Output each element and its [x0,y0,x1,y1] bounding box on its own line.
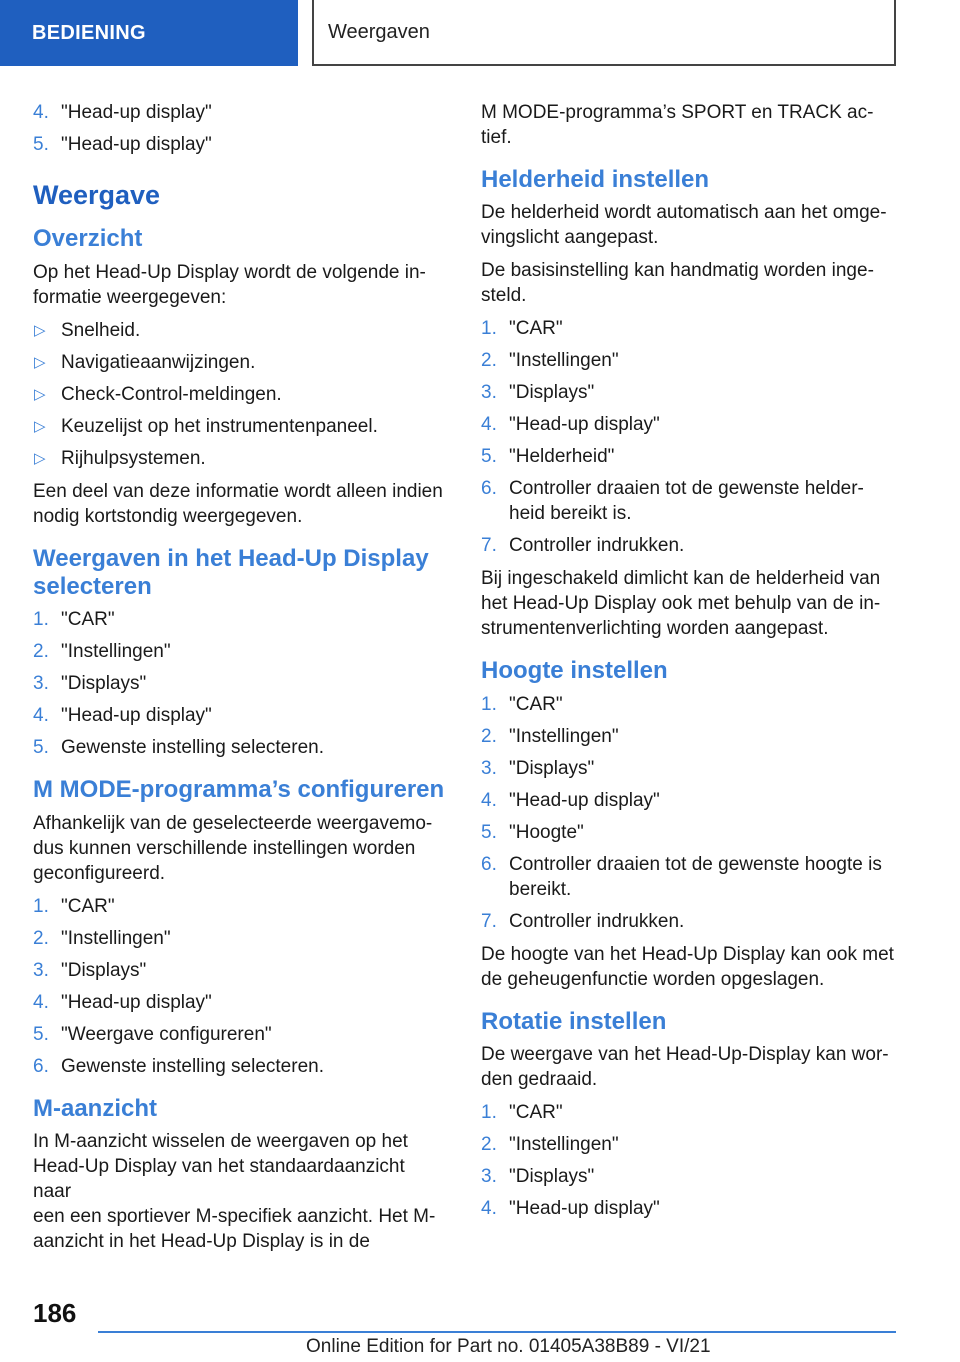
list-item: 5. Gewenste instelling selecteren. [33,737,324,759]
paragraph: De weergave van het Head-Up-Display kan wor- den gedraaid. [481,1043,889,1090]
list-item: 5. "Hoogte" [481,821,584,843]
page-number: 186 [33,1298,77,1328]
section-overzicht [33,225,447,528]
paragraph: De helderheid wordt automatisch aan het omge- vingslicht aangepast. [481,202,887,249]
section-heading: Weergaven in het Head-Up Display selecteren [33,544,429,601]
step-list [33,607,447,760]
list-item: 4. "Head-up display" [481,414,660,436]
bullet-list [33,318,447,471]
list-item: ▷ Navigatieaanwijzingen. [34,351,256,373]
list-item: 5. "Head-up display" [33,134,212,155]
section-helderheid [481,166,897,641]
list-item: ▷ Check-Control-meldingen. [34,383,282,405]
list-item: 1. "CAR" [33,609,115,631]
paragraph: Bij ingeschakeld dimlicht kan de helderheid van het Head-Up Display ook met behulp van de in- strumentenverlichting worden aangepast. [481,568,881,640]
list-item: 2. "Instellingen" [33,927,171,949]
chapter-header [312,0,896,66]
list-item: 5. "Weergave configureren" [33,1023,272,1045]
step-list [481,692,897,934]
list-item: 1. "CAR" [481,1101,563,1123]
list-item: ▷ Snelheid. [34,319,141,341]
right-column [481,100,897,1237]
section-heading: Overzicht [33,225,143,253]
paragraph: De hoogte van het Head-Up Display kan ook met de geheugenfunctie worden opgeslagen. [481,943,894,990]
triangle-bullet-icon: ▷ [34,385,46,403]
section-label: BEDIENING [32,21,146,44]
section-heading: Hoogte instellen [481,657,668,685]
section-mmode [33,776,447,1078]
list-item: 3. "Displays" [481,1165,595,1187]
list-item: 4. "Head-up display" [481,1197,660,1219]
list-item: 6. Gewenste instelling selecteren. [33,1055,324,1077]
step-list [481,316,897,558]
triangle-bullet-icon: ▷ [34,449,46,467]
chapter-label: Weergaven [328,20,430,43]
list-item: 3. "Displays" [33,959,147,981]
list-item: 4. "Head-up display" [33,705,212,727]
list-item: 2. "Instellingen" [33,641,171,663]
paragraph: Een deel van deze informatie wordt alleen indien nodig kortstondig weergegeven. [33,480,443,527]
page-title: Weergave [33,180,161,210]
paragraph: Op het Head-Up Display wordt de volgende in- formatie weergegeven: [33,261,426,308]
left-column [33,100,447,1270]
paragraph: Afhankelijk van de geselecteerde weergavemo- dus kunnen verschillende instellingen worden geconfigureerd. [33,812,433,884]
list-item: 5. "Helderheid" [481,446,615,468]
list-item: 1. "CAR" [481,318,563,340]
section-maanzicht [33,1095,447,1254]
intro-list [33,100,447,157]
list-item: 2. "Instellingen" [481,1133,619,1155]
list-item: 4. "Head-up display" [481,789,660,811]
list-item: 4. "Head-up display" [33,991,212,1013]
paragraph: M MODE-programma’s SPORT en TRACK ac- tief. [481,102,874,148]
list-item: 3. "Displays" [481,757,595,779]
list-item: 4. "Head-up display" [33,102,212,123]
list-item: 7. Controller indrukken. [481,535,685,557]
section-selecteren [33,545,447,761]
list-item: 1. "CAR" [481,693,563,715]
footer-divider [98,1331,896,1333]
list-item: 7. Controller indrukken. [481,910,685,932]
triangle-bullet-icon: ▷ [34,321,46,339]
list-item: ▷ Keuzelijst op het instrumentenpaneel. [34,415,378,437]
step-list [33,894,447,1079]
paragraph: In M-aanzicht wisselen de weergaven op het Head-Up Display van het standaardaanzicht naar een een sportiever M-specifiek aanzicht. Het M- aanzicht in het Head-Up Display is in de [33,1130,436,1252]
list-item: 2. "Instellingen" [481,725,619,747]
triangle-bullet-icon: ▷ [34,353,46,371]
footer-edition: Online Edition for Part no. 01405A38B89 - VI/21 [306,1336,711,1357]
list-item: ▷ Rijhulpsystemen. [34,447,206,469]
paragraph: De basisinstelling kan handmatig worden inge- steld. [481,260,874,307]
section-heading: Rotatie instellen [481,1007,667,1035]
list-item: 1. "CAR" [33,895,115,917]
section-tab [0,0,298,66]
list-item: 6. Controller draaien tot de gewenste helder- heid bereikt is. [481,478,864,525]
list-item: 3. "Displays" [481,382,595,404]
list-item: 2. "Instellingen" [481,350,619,372]
step-list [481,1100,897,1221]
section-hoogte [481,657,897,991]
list-item: 6. Controller draaien tot de gewenste hoogte is bereikt. [481,853,882,900]
section-rotatie [481,1008,897,1221]
section-heading: Helderheid instellen [481,166,710,193]
triangle-bullet-icon: ▷ [34,417,46,435]
list-item: 3. "Displays" [33,673,147,695]
section-heading: M-aanzicht [33,1094,158,1122]
section-heading: M MODE-programma’s configureren [33,776,445,804]
